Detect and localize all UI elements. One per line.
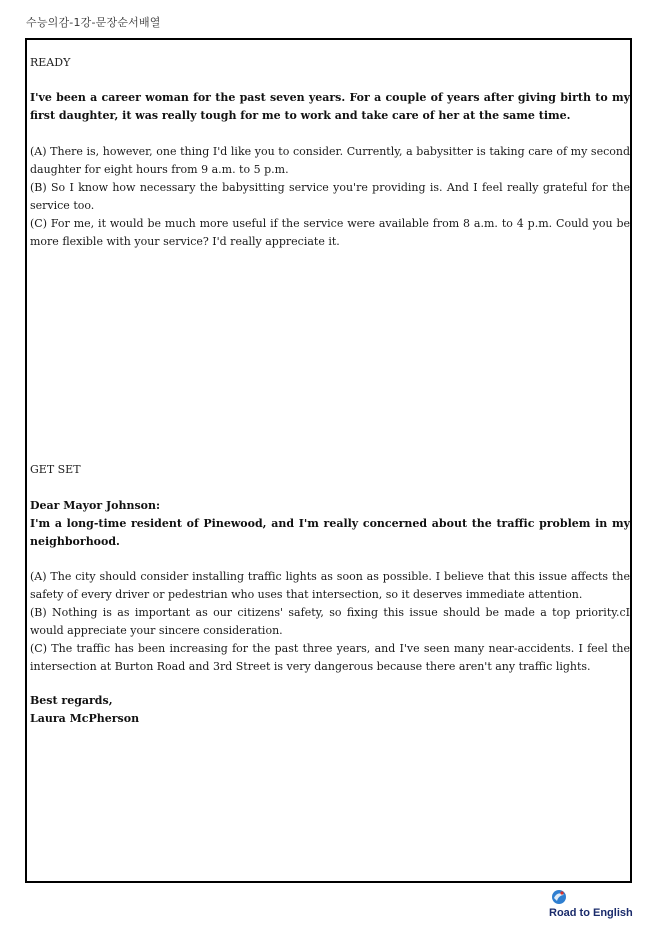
ready-option-c: (C) For me, it would be much more useful if the service were available from 8 a.m. to 4 p.m. Could you be more flexible with your service? I'd really appreciate it. — [30, 217, 630, 248]
get-set-intro — [30, 497, 630, 551]
ready-label: READY — [30, 56, 71, 69]
ready-option-a: (A) There is, however, one thing I'd like you to consider. Currently, a babysitter is taking care of my second daughter for eight hours from 9 a.m. to 5 p.m. — [30, 145, 630, 176]
get-set-option-a: (A) The city should consider installing traffic lights as soon as possible. I believe that this issue affects the safety of every driver or pedestrian who uses that intersection, so it deserves immediate attention. — [30, 570, 630, 601]
logo-text: Road to English — [549, 907, 633, 919]
signature-text: Laura McPherson — [30, 712, 140, 725]
ready-option-b: (B) So I know how necessary the babysitting service you're providing is. And I feel really grateful for the service too. — [30, 181, 630, 212]
document-title: 수능의감-1강-문장순서배열 — [26, 16, 161, 29]
get-set-label: GET SET — [30, 463, 81, 476]
get-set-intro-text: I'm a long-time resident of Pinewood, and I'm really concerned about the traffic problem in my neighborhood. — [30, 517, 630, 548]
letter-closing — [30, 692, 630, 728]
globe-icon — [551, 889, 567, 905]
road-to-english-logo — [549, 889, 631, 919]
ready-options — [30, 143, 630, 251]
get-set-option-b: (B) Nothing is as important as our citizens' safety, so fixing this issue should be made a top priority.cI would appreciate your sincere consideration. — [30, 606, 630, 637]
get-set-option-c: (C) The traffic has been increasing for the past three years, and I've seen many near-accidents. I feel the intersection at Burton Road and 3rd Street is very dangerous because there aren't any traffic lights. — [30, 642, 630, 673]
get-set-options — [30, 568, 630, 676]
closing-text: Best regards, — [30, 694, 113, 707]
ready-intro — [30, 89, 630, 125]
ready-intro-text: I've been a career woman for the past seven years. For a couple of years after giving birth to my first daughter, it was really tough for me to work and take care of her at the same time. — [30, 91, 630, 122]
get-set-salutation: Dear Mayor Johnson: — [30, 499, 161, 512]
